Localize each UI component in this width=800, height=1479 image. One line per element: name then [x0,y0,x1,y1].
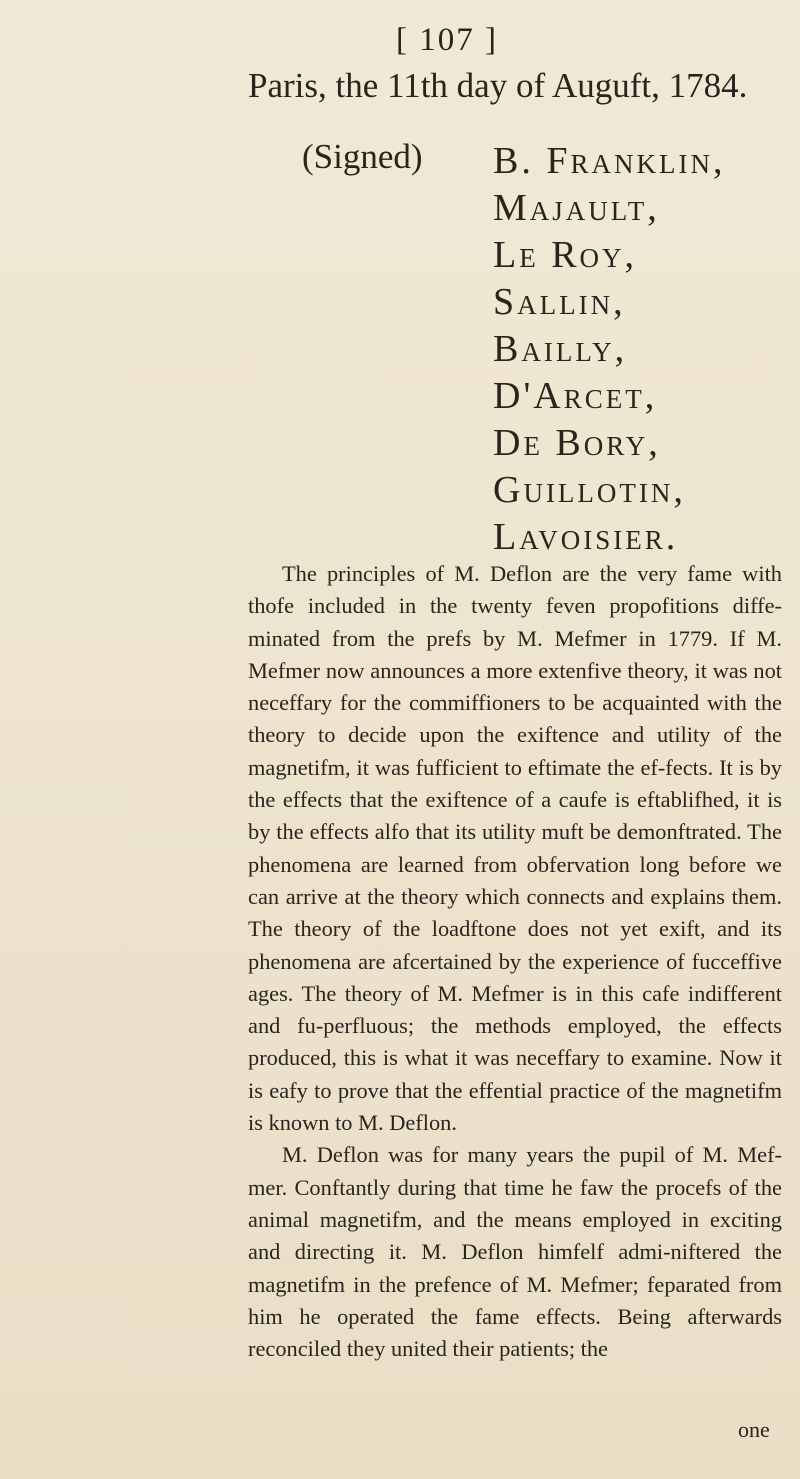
signatory-list [493,138,725,561]
signed-label: (Signed) [302,137,423,176]
signatory-name: Guillotin, [493,469,686,511]
page-number: [ 107 ] [396,22,498,58]
signatory-name: Lavoisier. [493,516,679,558]
signatory-name: Bailly, [493,328,628,370]
catchword: one [738,1417,770,1442]
body-text [248,558,782,1365]
signatory-name: D'Arcet, [493,375,658,417]
paragraph: The principles of M. Deflon are the very fame with thofe included in the twenty feven propofitions diffe-minated from the prefs by M. Mefmer in 1779. If M. Mefmer now announces a more extenfive theory, it was not neceffary for the commiffioners to be acquainted with the theory to decide upon the exiftence and utility of the magnetifm, it was fufficient to eftimate the ef-fects. It is by the effects that the exiftence of a caufe is eftablifhed, it is by the effects alfo that its utility muft be demonftrated. The phenomena are learned from obfervation long before we can arrive at the theory which connects and explains them. The theory of the loadftone does not yet exift, and its phenomena are afcertained by the experience of fucceffive ages. The theory of M. Mefmer is in this cafe indifferent and fu-perfluous; the methods employed, the effects produced, this is what it was neceffary to examine. Now it is eafy to prove that the effential practice of the magnetifm is known to M. Deflon. [248,561,782,1136]
dateline: Paris, the 11th day of Auguft, 1784. [248,66,748,105]
signatory-name: Sallin, [493,281,626,323]
signatory-name: Le Roy, [493,234,638,276]
paragraph: M. Deflon was for many years the pupil of M. Mef-mer. Conftantly during that time he faw the procefs of the animal magnetifm, and the means employed in exciting and directing it. M. Deflon himfelf admi-niftered the magnetifm in the prefence of M. Mefmer; feparated from him he operated the fame effects. Being afterwards reconciled they united their patients; the [248,1142,782,1362]
signatory-name: De Bory, [493,422,661,464]
signatory-name: B. Franklin, [493,140,726,182]
signatory-name: Majault, [493,187,660,229]
